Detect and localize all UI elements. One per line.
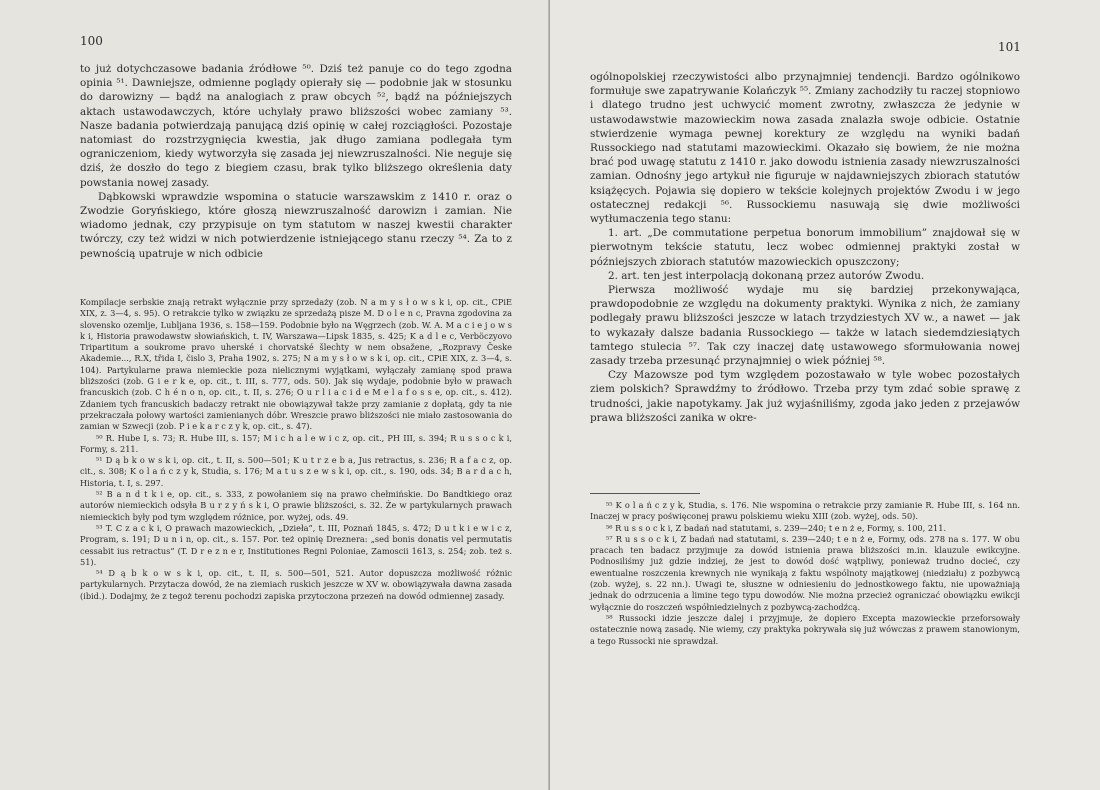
page-number-left: 100	[80, 34, 103, 48]
right-page	[550, 0, 1100, 790]
body-text-right	[590, 70, 1020, 425]
body-text-left	[80, 62, 512, 261]
page-number-right: 101	[998, 40, 1021, 54]
list-item: 2. art. ten jest interpolacją dokonaną przez autorów Zwodu.	[608, 269, 925, 282]
paragraph: Dąbkowski wprawdzie wspomina o statucie warszawskim z 1410 r. oraz o Zwodzie Goryńskiego, które głoszą niewzruszalność darowizn i zamian. Nie wiadomo jednak, czy przypisuje on tym statutom w naszej kwestii charakter twórczy, czy też widzi w nich potwierdzenie istniejącego stanu rzeczy ⁵⁴. Za to z pewnością upatruje w nich odbicie	[80, 190, 512, 260]
paragraph: to już dotychczasowe badania źródłowe ⁵⁰. Dziś też panuje co do tego zgodna opinia ⁵¹. Dawniejsze, odmienne poglądy opierały się — podobnie jak w stosunku do darowizny — bądź na analogiach z praw obcych ⁵², bądź na późniejszych aktach ustawodawczych, które uchylały prawo bliższości wobec zamiany ⁵³. Nasze badania potwierdzają panującą dziś opinię w całej rozciągłości. Pozostaje natomiast do rozstrzygnięcia kwestia, jak długo zamiana podlegała tym ograniczeniom, kiedy wytworzyła się zasada jej niewzruszalności. Nie neguje się dziś, że doszło do tego z biegiem czasu, brak tylko bliższego określenia daty powstania nowej zasady.	[80, 63, 512, 189]
paragraph: ogólnopolskiej rzeczywistości albo przynajmniej tendencji. Bardzo ogólnikowo formułuje swe zapatrywanie Kolańczyk ⁵⁵. Zmiany zachodziły tu raczej stopniowo i dlatego trudno jest uchwycić moment zwrotny, zwłaszcza że jedynie w ustawodawstwie mazowieckim nowa zasada znalazła swoje odbicie. Ostatnie stwierdzenie wymaga pewnej korektury ze względu na wyniki badań Russockiego nad statutami mazowieckimi. Okazało się bowiem, że nie można brać pod uwagę statutu z 1410 r. jako dowodu istnienia zasady niewzruszalności zamian. Odnośny jego artykuł nie figuruje w najdawniejszych zbiorach statutów książęcych. Pojawia się dopiero w tekście kolejnych projektów Zwodu i w jego ostatecznej redakcji ⁵⁶. Russockiemu nasuwają się dwie możliwości wytłumaczenia tego stanu:	[590, 71, 1020, 226]
footnote: Kompilacje serbskie znają retrakt wyłącznie przy sprzedaży (zob. N a m y s ł o w s k i, op. cit., CPiE XIX, z. 3—4, s. 95). O retrakcie tylko w związku ze sprzedażą pisze M. D o l e n c, Pravna zgodovina za slovensko ozemlje, Lubljana 1936, s. 158—159. Podobnie było na Węgrzech (zob. W. A. M a c i e j o w s k i, Historia prawodawstw słowiańskich, t. IV, Warszawa—Lipsk 1835, s. 425; K a d l e c, Verböczyovo Tripartitum a soukrome pravo uherské i chorvatské šlechty w nem obsažene, „Rozpravy Česke Akademie..., R.X, třida I, čislo 3, Praha 1902, s. 275; N a m y s ł o w s k i, op. cit., CPiE XIX, z. 3—4, s. 104). Partykularne prawa niemieckie poza nielicznymi wyjątkami, wyłączały zamianę spod prawa bliższości (zob. G i e r k e, op. cit., t. III, s. 777, ods. 50). Jak się wydaje, podobnie było w prawach francuskich (zob. C h é n o n, op. cit., t. II, s. 276; O u r l i a c i d e M e l a f o s s e, op. cit., s. 412). Zdaniem tych francuskich badaczy retrakt nie obowiązywał także przy zamianie z dopłatą, gdy ta nie przekraczała połowy wartości zamienianych dóbr. Wreszcie prawo bliższości nie miało zastosowania do zamian w Szwecji (zob. P i e k a r c z y k, op. cit., s. 47).	[80, 297, 512, 432]
paragraph: Pierwsza możliwość wydaje mu się bardziej przekonywająca, prawdopodobnie ze względu na dokumenty praktyki. Wynika z nich, że zamiany podlegały prawu bliższości jeszcze w latach trzydziestych XV w., a nawet — jak to wykazały dalsze badania Russockiego — także w latach siedemdziesiątych tamtego stulecia ⁵⁷. Tak czy inaczej datę ustawowego sformułowania nowej zasady trzeba przesunąć przynajmniej o wiek później ⁵⁸.	[590, 284, 1020, 368]
footnote-rule	[590, 493, 700, 494]
footnote: ⁵² B a n d t k i e, op. cit., s. 333, z powołaniem się na prawo chełmińskie. Do Bandtkiego oraz autorów niemieckich odsyła B u r z y ń s k i, O prawie bliższości, s. 32. Że w partykularnych prawach niemieckich były pod tym względem różnice, por. wyżej, ods. 49.	[80, 489, 512, 522]
footnote: ⁵¹ D ą b k o w s k i, op. cit., t. II, s. 500—501; K u t r z e b a, Jus retractus, s. 236; R a f a c z, op. cit., s. 308; K o l a ń c z y k, Studia, s. 176; M a t u s z e w s k i, op. cit., s. 190, ods. 34; B a r d a c h, Historia, t. I, s. 297.	[80, 455, 512, 488]
footnote: ⁵⁵ K o l a ń c z y k, Studia, s. 176. Nie wspomina o retrakcie przy zamianie R. Hube III, s. 164 nn. Inaczej w pracy poświęconej prawu polskiemu wieku XIII (zob. wyżej, ods. 50).	[590, 500, 1020, 522]
paragraph: Czy Mazowsze pod tym względem pozostawało w tyle wobec pozostałych ziem polskich? Sprawdźmy to źródłowo. Trzeba przy tym zdać sobie sprawę z trudności, jakie napotykamy. Jak już wyjaśniliśmy, zgoda jako jeden z przejawów prawa bliższości zanika w okre-	[590, 369, 1020, 424]
footnote: ⁵⁶ R u s s o c k i, Z badań nad statutami, s. 239—240; t e n ż e, Formy, s. 100, 211.	[606, 522, 947, 533]
footnotes-left	[80, 297, 512, 602]
footnote: ⁵³ T. C z a c k i, O prawach mazowieckich, „Dzieła”, t. III, Poznań 1845, s. 472; D u t k i e w i c z, Program, s. 191; D u n i n, op. cit., s. 157. Por. też opinię Dreznera: „sed bonis donatis vel permutatis cessabit ius retractus” (T. D r e z n e r, Institutiones Regni Poloniae, Zamoscii 1613, s. 254; zob. też s. 51).	[80, 522, 512, 567]
footnote: ⁵⁰ R. Hube I, s. 73; R. Hube III, s. 157; M i c h a l e w i c z, op. cit., PH III, s. 394; R u s s o c k i, Formy, s. 211.	[80, 432, 512, 454]
list-item: 1. art. „De commutatione perpetua bonorum immobilium” znajdował się w pierwotnym tekście statutu, lecz wobec odmiennej praktyki został w późniejszych zbiorach statutów mazowieckich opuszczony;	[590, 227, 1020, 268]
footnotes-right	[590, 500, 1020, 647]
footnote: ⁵⁸ Russocki idzie jeszcze dalej i przyjmuje, że dopiero Excepta mazowieckie przeforsowały ostatecznie nową zasadę. Nie wiemy, czy praktyka pokrywała się już wówczas z prawem stanowionym, a tego Russocki nie sprawdzał.	[590, 612, 1020, 646]
footnote: ⁵⁷ R u s s o c k i, Z badań nad statutami, s. 239—240; t e n ż e, Formy, ods. 278 na s. 177. W obu pracach ten badacz przyjmuje za dowód istnienia prawa bliższości m.in. klauzule ewikcyjne. Podnosiliśmy już gdzie indziej, że jest to dowód dość wątpliwy, ponieważ trudno docieć, czy ewentualne roszczenia krewnych nie wynikają z faktu wspólnoty majątkowej (niedziału) z pozbywcą (zob. wyżej, s. 22 nn.). Uwagi te, słuszne w odniesieniu do jednostkowego faktu, nie upoważniają jednak do odrzucenia a limine tego typu dowodów. Nie można przecież ograniczać obowiązku ewikcji wyłącznie do roszczeń współniedzielnych z pozbywcą-zachodźcą.	[590, 533, 1020, 612]
footnote: ⁵⁴ D ą b k o w s k i, op. cit., t. II, s. 500—501, 521. Autor dopuszcza możliwość różnic partykularnych. Przytacza dowód, że na ziemiach ruskich jeszcze w XV w. obowiązywała dawna zasada (ibid.). Dodajmy, że z tegoż terenu pochodzi zapiska przytoczona przezeń na dowód odmiennej zasady.	[80, 568, 512, 601]
